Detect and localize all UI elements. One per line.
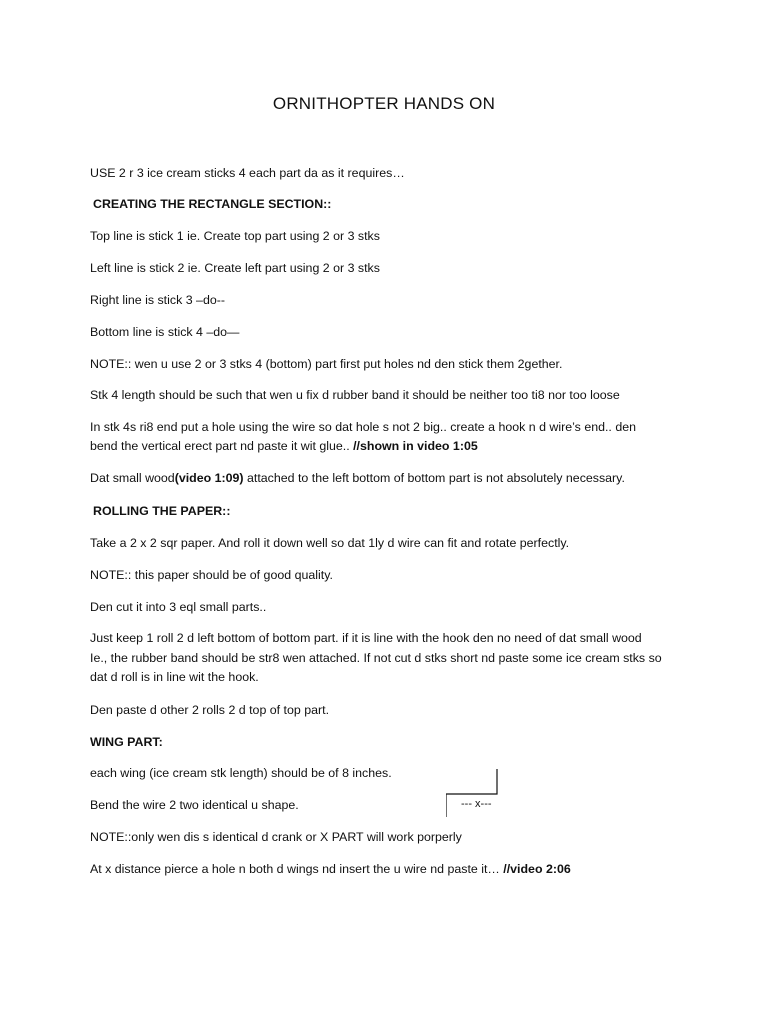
stk4-hole-line-1: In stk 4s ri8 end put a hole using the wire so dat hole s not 2 big.. create a hook n d wire’s end.. den bbox=[90, 420, 636, 434]
pierce-line bbox=[90, 860, 571, 879]
stk4-hole-line-2 bbox=[90, 437, 478, 456]
section-heading-rectangle: CREATING THE RECTANGLE SECTION:: bbox=[93, 197, 332, 211]
wing-line-1: each wing (ice cream stk length) should be of 8 inches. bbox=[90, 766, 392, 780]
rect-line-left: Left line is stick 2 ie. Create left part using 2 or 3 stks bbox=[90, 261, 380, 275]
pierce-text: At x distance pierce a hole n both d wings nd insert the u wire nd paste it… bbox=[90, 862, 504, 876]
paste-rolls-line: Den paste d other 2 rolls 2 d top of top part. bbox=[90, 703, 330, 717]
rolling-line-1: Take a 2 x 2 sqr paper. And roll it down well so dat 1ly d wire can fit and rotate perfectly. bbox=[90, 536, 570, 550]
keep-roll-line-2: Ie., the rubber band should be str8 wen attached. If not cut d stks short nd paste some ice cream stks so bbox=[90, 651, 662, 665]
rect-line-top: Top line is stick 1 ie. Create top part using 2 or 3 stks bbox=[90, 229, 380, 243]
intro-line: USE 2 r 3 ice cream sticks 4 each part da as it requires… bbox=[90, 166, 405, 180]
stk4-length-line: Stk 4 length should be such that wen u fix d rubber band it should be neither too ti8 nor too loose bbox=[90, 388, 620, 402]
section-heading-wing: WING PART: bbox=[90, 735, 163, 749]
video-ref-1-09: (video 1:09) bbox=[174, 471, 244, 485]
rolling-line-3: Den cut it into 3 eql small parts.. bbox=[90, 600, 267, 614]
note-bottom-part: NOTE:: wen u use 2 or 3 stks 4 (bottom) part first put holes nd den stick them 2gether. bbox=[90, 357, 563, 371]
u-shape-diagram bbox=[446, 769, 500, 819]
document-title: ORNITHOPTER HANDS ON bbox=[272, 94, 496, 113]
small-wood-line bbox=[90, 469, 625, 488]
rect-line-bottom: Bottom line is stick 4 –do— bbox=[90, 325, 240, 339]
wing-line-3: NOTE::only wen dis s identical d crank or X PART will work porperly bbox=[90, 830, 462, 844]
small-wood-text-a: Dat small wood bbox=[90, 471, 175, 485]
rolling-line-2: NOTE:: this paper should be of good quality. bbox=[90, 568, 333, 582]
keep-roll-line-3: dat d roll is in line wit the hook. bbox=[90, 670, 259, 684]
rect-line-right: Right line is stick 3 –do-- bbox=[90, 293, 225, 307]
video-ref-1-05: //shown in video 1:05 bbox=[353, 439, 478, 453]
keep-roll-line-1: Just keep 1 roll 2 d left bottom of bottom part. if it is line with the hook den no need of dat small wood bbox=[90, 631, 642, 645]
wing-line-2: Bend the wire 2 two identical u shape. bbox=[90, 798, 299, 812]
section-heading-rolling: ROLLING THE PAPER:: bbox=[93, 504, 231, 518]
small-wood-text-b: attached to the left bottom of bottom part is not absolutely necessary. bbox=[243, 471, 625, 485]
diagram-label: --- x--- bbox=[461, 798, 492, 810]
stk4-hole-text: bend the vertical erect part nd paste it wit glue.. bbox=[90, 439, 354, 453]
video-ref-2-06: //video 2:06 bbox=[503, 862, 571, 876]
